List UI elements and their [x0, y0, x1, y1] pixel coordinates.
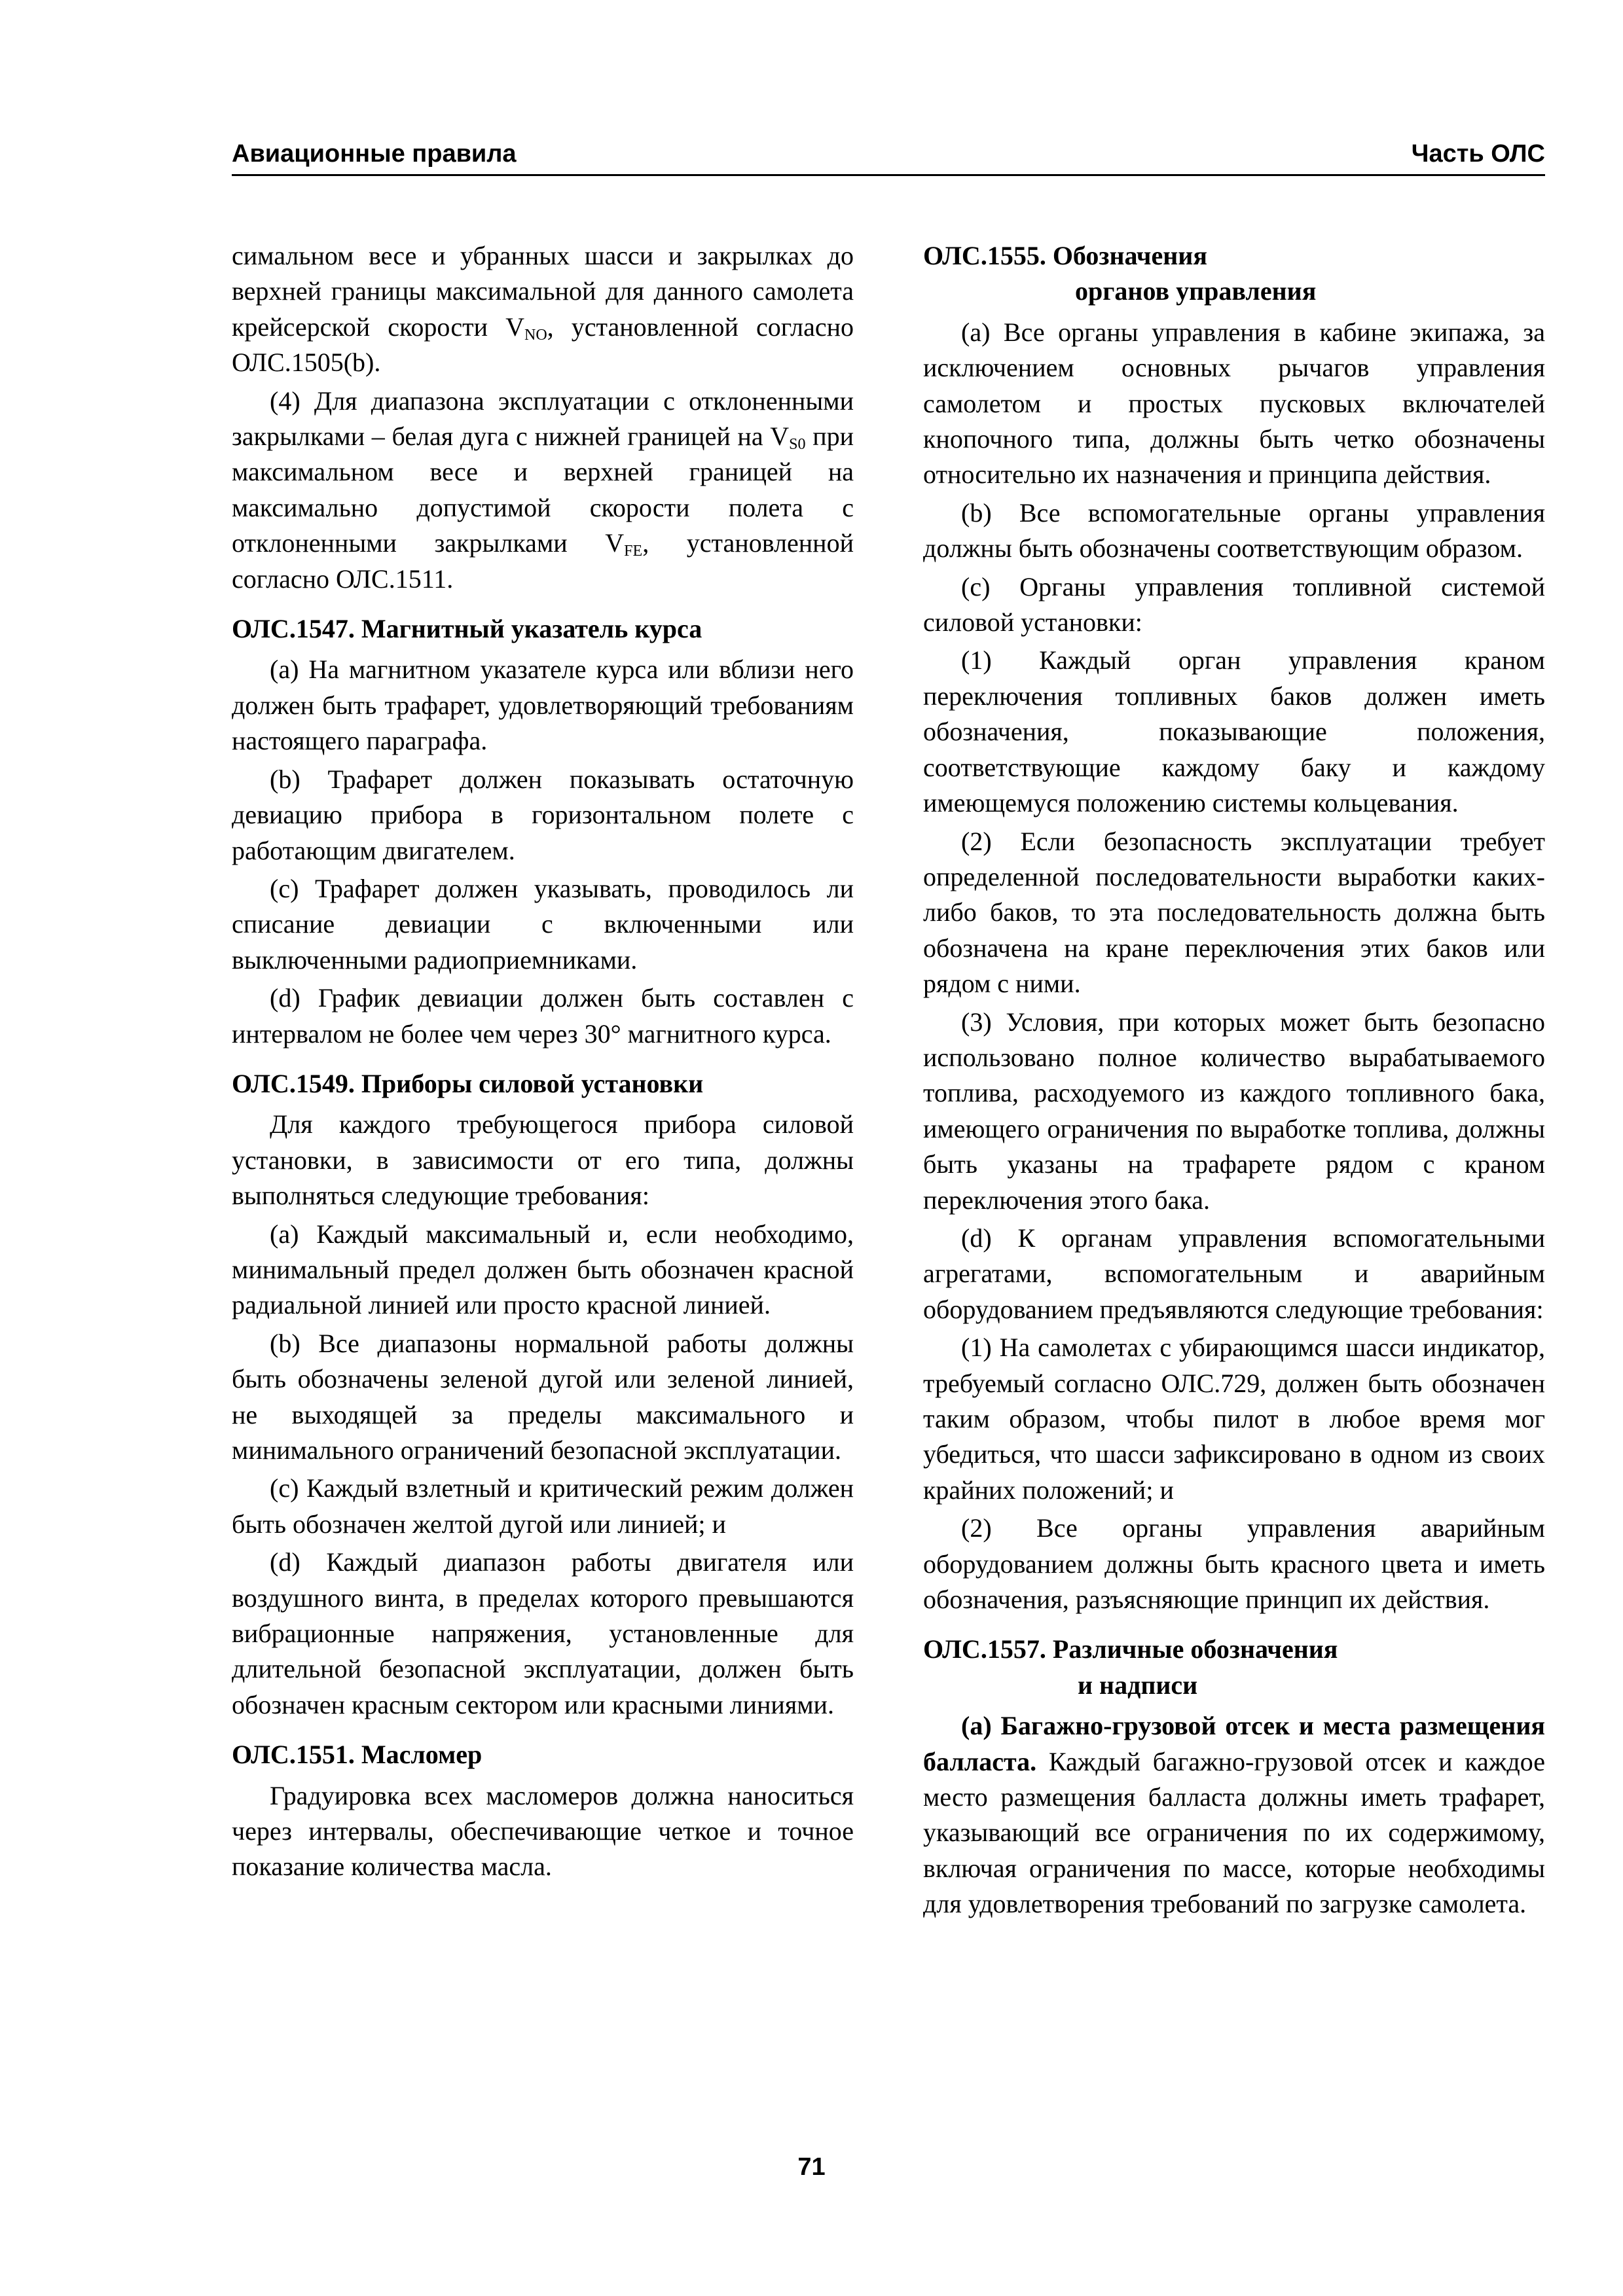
paragraph-1551: Градуировка всех масломеров должна наноситься через интервалы, обеспечивающие четкое и точное показание количества масла.: [232, 1780, 854, 1882]
paragraph-1549-d: (d) Каждый диапазон работы двигателя или воздушного винта, в пределах которого превышаются вибрационные напряжения, установленные для длительной безопасной эксплуатации, должен быть обозначен красным сектором или красными линиями.: [232, 1547, 854, 1719]
paragraph-1557-a-lead: (a) Багажно-грузовой отсек и места размещения балласта.: [923, 1711, 1545, 1776]
section-heading-1557-line1: ОЛС.1557. Различные обозначения: [923, 1634, 1338, 1664]
paragraph-1557-a-text: Каждый багажно-грузовой отсек и каждое место размещения балласта должны иметь трафарет, указывающий все ограничения по их содержимому, включая ограничения по массе, которые необходимы для удовлетворения требований по загрузке самолета.: [923, 1746, 1545, 1919]
paragraph-continuation: симальном весе и убранных шасси и закрылках до верхней границы максимальной для данного самолета крейсерской скорости $V_{NO}$, установленной согласно ОЛС.1505(b).: [232, 241, 854, 378]
section-heading-1557-line2: и надписи: [1078, 1670, 1198, 1700]
paragraph-1549-c: (c) Каждый взлетный и критический режим должен быть обозначен желтой дугой или линией; и: [232, 1473, 854, 1539]
left-column: [232, 238, 854, 1888]
header-part: Часть ОЛС: [1411, 140, 1545, 168]
paragraph-1555-c1: (1) Каждый орган управления краном переключения топливных баков должен иметь обозначения, показывающие положения, соответствующие каждому баку и каждому имеющемуся положению системы кольцевания.: [923, 645, 1545, 818]
section-heading-1549: ОЛС.1549. Приборы силовой установки: [232, 1068, 704, 1098]
paragraph-1555-d: (d) К органам управления вспомогательными агрегатами, вспомогательным и аварийным оборудованием предъявляются следующие требования:: [923, 1223, 1545, 1324]
paragraph-1547-c: (c) Трафарет должен указывать, проводилось ли списание девиации с включенными или выключенными радиоприемниками.: [232, 873, 854, 975]
section-heading-1555-line2: органов управления: [1075, 276, 1317, 306]
paragraph-1549-a: (a) Каждый максимальный и, если необходимо, минимальный предел должен быть обозначен красной радиальной линией или просто красной линией.: [232, 1219, 854, 1320]
section-heading-1555-line1: ОЛС.1555. Обозначения: [923, 241, 1207, 270]
paragraph-1555-c2: (2) Если безопасность эксплуатации требует определенной последовательности выработки каких-либо баков, то эта последовательность должна быть обозначена на кране переключения этих баков или рядом с ними.: [923, 826, 1545, 999]
paragraph-item-4: (4) Для диапазона эксплуатации с отклоненными закрылками – белая дуга с нижней границей на $V_{S0}$ при максимальном весе и верхней границей на максимально допустимой скорости полета с отклоненными закрылками $V_{FE}$, установленной согласно ОЛС.1511.: [232, 386, 854, 594]
paragraph-1557-a: [923, 1708, 1545, 1922]
paragraph-1547-b: (b) Трафарет должен показывать остаточную девиацию прибора в горизонтальном полете с работающим двигателем.: [232, 764, 854, 865]
paragraph-1555-b: (b) Все вспомогательные органы управления должны быть обозначены соответствующим образом.: [923, 497, 1545, 564]
paragraph-1547-d: (d) График девиации должен быть составлен с интервалом не более чем через 30° магнитного курса.: [232, 983, 854, 1049]
paragraph-1555-d2: (2) Все органы управления аварийным оборудованием должны быть красного цвета и иметь обозначения, разъясняющие принцип их действия.: [923, 1513, 1545, 1615]
paragraph-1547-a: (a) На магнитном указателе курса или вблизи него должен быть трафарет, удовлетворяющий требованиям настоящего параграфа.: [232, 655, 854, 756]
section-heading-1557: [923, 1632, 1545, 1703]
paragraph-1555-c: (c) Органы управления топливной системой силовой установки:: [923, 571, 1545, 637]
right-column: [923, 238, 1545, 1925]
paragraph-1555-d1: (1) На самолетах с убирающимся шасси индикатор, требуемый согласно ОЛС.729, должен быть обозначен таким образом, чтобы пилот в любое время мог убедиться, что шасси зафиксировано в одном из своих крайних положений; и: [923, 1333, 1545, 1505]
section-heading-1551: ОЛС.1551. Масломер: [232, 1740, 483, 1770]
header-title: Авиационные правила: [232, 140, 517, 168]
page-number: 71: [797, 2153, 826, 2181]
paragraph-1549-b: (b) Все диапазоны нормальной работы должны быть обозначены зеленой дугой или зеленой линией, не выходящей за пределы максимального и минимального ограничений безопасной эксплуатации.: [232, 1328, 854, 1465]
paragraph-1549-intro: Для каждого требующегося прибора силовой установки, в зависимости от его типа, должны выполняться следующие требования:: [232, 1109, 854, 1211]
section-heading-1555: [923, 238, 1545, 310]
paragraph-1555-a: (a) Все органы управления в кабине экипажа, за исключением основных рычагов управления самолетом и простых пусковых включателей кнопочного типа, должны быть четко обозначены относительно их назначения и принципа действия.: [923, 317, 1545, 490]
section-heading-1547: ОЛС.1547. Магнитный указатель курса: [232, 614, 702, 644]
running-header: [232, 136, 1545, 176]
paragraph-1555-c3: (3) Условия, при которых может быть безопасно использовано полное количество вырабатываемого топлива, расходуемого из каждого топливного бака, имеющего ограничения по выработке топлива, должны быть указаны на трафарете рядом с краном переключения этого бака.: [923, 1007, 1545, 1215]
